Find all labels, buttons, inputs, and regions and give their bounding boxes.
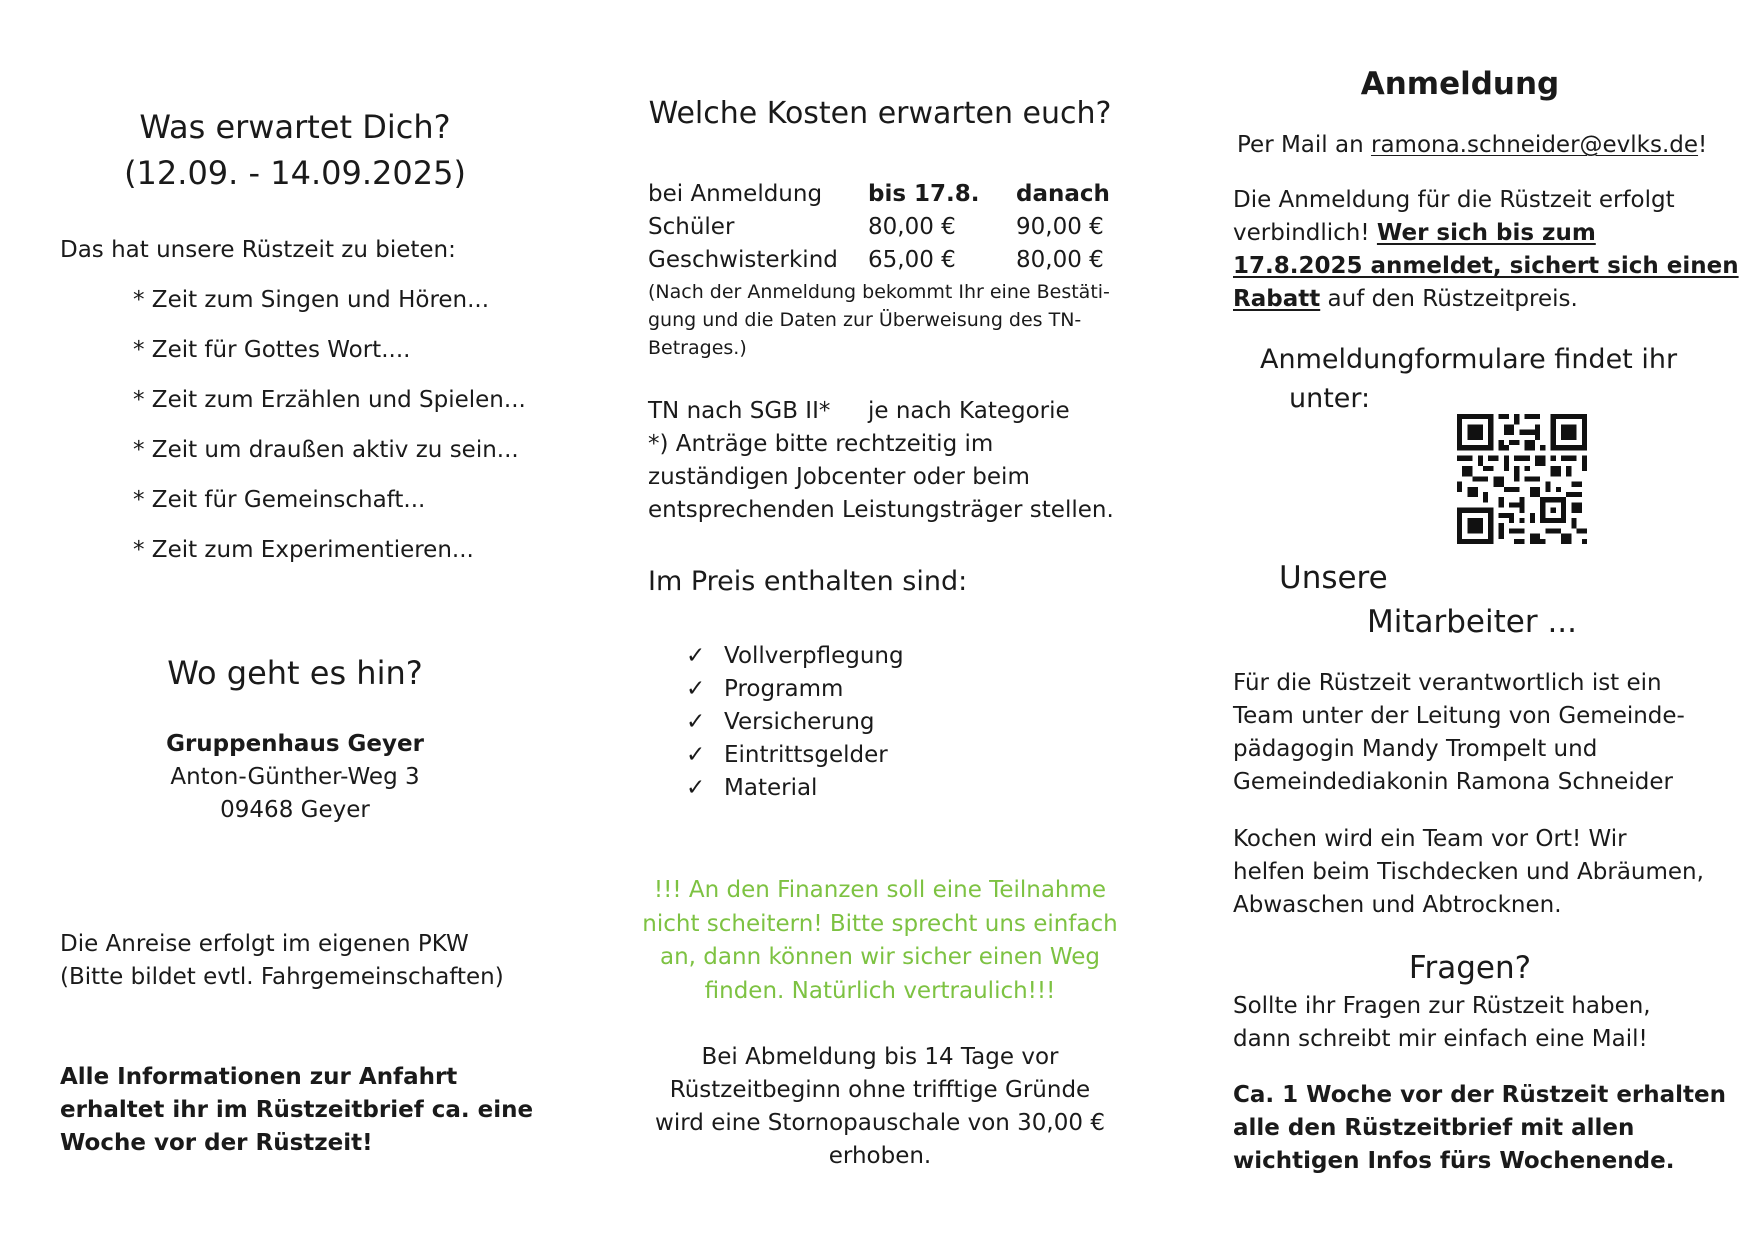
final-line: alle den Rüstzeitbrief mit allen: [1233, 1115, 1635, 1141]
team-heading-line: Unsere: [1279, 560, 1388, 596]
offer-item: * Zeit zum Singen und Hören...: [133, 287, 490, 313]
offer-item: * Zeit für Gottes Wort....: [133, 337, 411, 363]
cost-late: 80,00 €: [1016, 247, 1104, 273]
mail-line: [1237, 128, 1707, 162]
offer-item: * Zeit zum Experimentieren...: [133, 537, 474, 563]
cook-line: Abwaschen und Abtrocknen.: [1233, 892, 1562, 918]
questions-line: dann schreibt mir einfach eine Mail!: [1233, 1026, 1648, 1052]
included-item-label: Versicherung: [724, 709, 875, 735]
travel-line: Die Anreise erfolgt im eigenen PKW: [60, 931, 469, 957]
cost-label: Geschwisterkind: [648, 247, 838, 273]
finance-line: nicht scheitern! Bitte sprecht uns einfach: [642, 910, 1118, 937]
included-item-label: Vollverpflegung: [724, 643, 904, 669]
team-line: pädagogin Mandy Trompelt und: [1233, 736, 1598, 762]
included-heading: Im Preis enthalten sind:: [648, 566, 968, 597]
cook-line: Kochen wird ein Team vor Ort! Wir: [1233, 826, 1627, 852]
arrival-info: [60, 1061, 533, 1160]
discount-highlight: Rabatt: [1233, 286, 1321, 312]
arrival-info-line: erhaltet ihr im Rüstzeitbrief ca. eine: [60, 1097, 534, 1123]
binding-text: verbindlich!: [1233, 220, 1377, 246]
costs-heading: Welche Kosten erwarten euch?: [648, 96, 1112, 131]
cook-line: helfen beim Tischdecken und Abräumen,: [1233, 859, 1704, 885]
cost-early: 80,00 €: [868, 214, 956, 240]
event-dates: (12.09. - 14.09.2025): [124, 154, 466, 192]
binding-registration: [1233, 184, 1739, 316]
registration-heading: Anmeldung: [1360, 66, 1560, 102]
mail-link[interactable]: ramona.schneider@evlks.de: [1370, 132, 1699, 158]
cost-header-late: danach: [1016, 181, 1110, 207]
qr-code-icon[interactable]: [1457, 414, 1587, 544]
cancel-line: wird eine Stornopauschale von 30,00 €: [655, 1110, 1105, 1136]
cancellation-notice: [630, 1041, 1130, 1173]
sgb-note-line: *) Anträge bitte rechtzeitig im: [648, 431, 994, 457]
sgb-note: [648, 428, 1114, 527]
check-icon: ✓: [686, 709, 706, 735]
what-to-expect-title: Was erwartet Dich?: [139, 108, 451, 146]
cost-early: 65,00 €: [868, 247, 956, 273]
cancel-line: Bei Abmeldung bis 14 Tage vor: [701, 1044, 1059, 1070]
binding-line: Die Anmeldung für die Rüstzeit erfolgt: [1233, 187, 1675, 213]
final-notice: [1233, 1079, 1726, 1178]
forms-line: Anmeldungformulare findet ihr: [1260, 344, 1678, 375]
venue-street: Anton-Günther-Weg 3: [170, 764, 420, 790]
offer-item: * Zeit zum Erzählen und Spielen...: [133, 387, 526, 413]
venue-name: Gruppenhaus Geyer: [166, 731, 424, 757]
cancel-line: erhoben.: [828, 1143, 932, 1169]
finance-line: finden. Natürlich vertraulich!!!: [704, 977, 1056, 1004]
discount-highlight: 17.8.2025 anmeldet, sichert sich einen: [1233, 253, 1739, 279]
offer-item: * Zeit um draußen aktiv zu sein...: [133, 437, 519, 463]
forms-line: unter:: [1289, 383, 1371, 414]
cancel-line: Rüstzeitbeginn ohne trifftige Gründe: [669, 1077, 1091, 1103]
final-line: wichtigen Infos fürs Wochenende.: [1233, 1148, 1675, 1174]
what-to-expect-heading: [60, 104, 530, 196]
team-line: Team unter der Leitung von Gemeinde-: [1233, 703, 1685, 729]
cost-note-line: (Nach der Anmeldung bekommt Ihr eine Bestäti-: [648, 281, 1110, 303]
venue-city: 09468 Geyer: [220, 797, 370, 823]
arrival-info-line: Woche vor der Rüstzeit!: [60, 1130, 373, 1156]
travel-line: (Bitte bildet evtl. Fahrgemeinschaften): [60, 964, 504, 990]
cost-note: [648, 278, 1110, 362]
mail-suffix: !: [1698, 132, 1708, 158]
team-heading-line: Mitarbeiter ...: [1367, 604, 1578, 640]
sgb-note-line: zuständigen Jobcenter oder beim: [648, 464, 1030, 490]
cost-late: 90,00 €: [1016, 214, 1104, 240]
cooking-info: [1233, 823, 1704, 922]
included-item-label: Eintrittsgelder: [724, 742, 888, 768]
finance-line: an, dann können wir sicher einen Weg: [660, 944, 1100, 970]
team-line: Für die Rüstzeit verantwortlich ist ein: [1233, 670, 1662, 696]
check-icon: ✓: [686, 742, 706, 768]
included-item-label: Material: [724, 775, 818, 801]
team-line: Gemeindediakonin Ramona Schneider: [1233, 769, 1673, 795]
discount-highlight: Wer sich bis zum: [1376, 220, 1596, 246]
team-description: [1233, 667, 1685, 799]
check-icon: ✓: [686, 775, 706, 801]
sgb-label: TN nach SGB II*: [648, 398, 831, 424]
questions-text: [1233, 990, 1651, 1056]
travel-info: [60, 928, 504, 994]
offer-item: * Zeit für Gemeinschaft...: [133, 487, 426, 513]
finance-notice: [630, 874, 1130, 1008]
where-heading: Wo geht es hin?: [167, 654, 423, 692]
cost-header-early: bis 17.8.: [868, 181, 980, 207]
finance-line: !!! An den Finanzen soll eine Teilnahme: [653, 877, 1107, 903]
check-icon: ✓: [686, 676, 706, 702]
arrival-info-line: Alle Informationen zur Anfahrt: [60, 1064, 458, 1090]
cost-note-line: gung und die Daten zur Überweisung des TN-: [648, 309, 1082, 331]
check-icon: ✓: [686, 643, 706, 669]
included-item-label: Programm: [724, 676, 844, 702]
offer-intro: Das hat unsere Rüstzeit zu bieten:: [60, 237, 456, 263]
binding-text: auf den Rüstzeitpreis.: [1320, 286, 1578, 312]
questions-line: Sollte ihr Fragen zur Rüstzeit haben,: [1233, 993, 1651, 1019]
final-line: Ca. 1 Woche vor der Rüstzeit erhalten: [1233, 1082, 1727, 1108]
venue-address: [60, 728, 530, 827]
cost-note-line: Betrages.): [648, 337, 747, 359]
mail-prefix: Per Mail an: [1237, 132, 1371, 158]
cost-header-label: bei Anmeldung: [648, 181, 823, 207]
sgb-note-line: entsprechenden Leistungsträger stellen.: [648, 497, 1114, 523]
questions-heading: Fragen?: [1408, 950, 1532, 986]
cost-label: Schüler: [648, 214, 735, 240]
sgb-value: je nach Kategorie: [868, 398, 1070, 424]
